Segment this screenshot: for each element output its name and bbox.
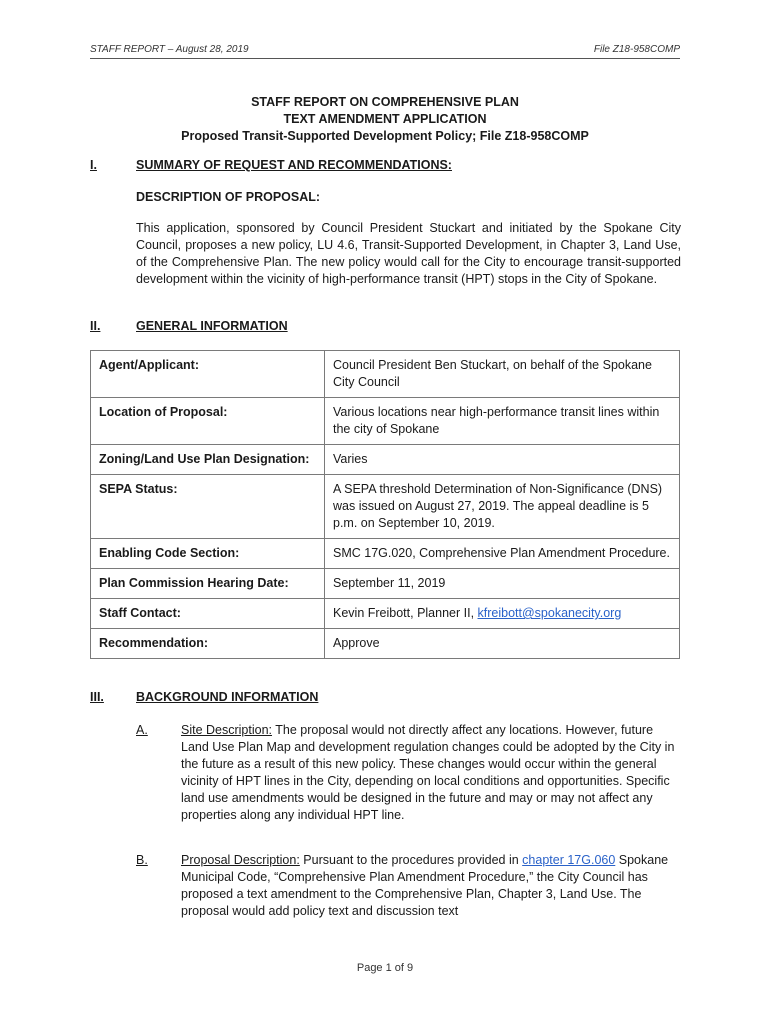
row-value: September 11, 2019 [325,569,680,599]
section-label: SUMMARY OF REQUEST AND RECOMMENDATIONS: [136,158,452,172]
row-key: Plan Commission Hearing Date: [91,569,325,599]
row-key: Staff Contact: [91,599,325,629]
title-line-1: STAFF REPORT ON COMPREHENSIVE PLAN [251,95,519,109]
item-text-after-link: Spokane Municipal Code, “Comprehensive Plan Amendment Procedure,” the City Council has proposed a text amendment to the Comprehensive Plan, Chapter 3, Land Use. The proposal would add policy text and discussion text [181,853,669,918]
staff-email-link[interactable]: kfreibott@spokanecity.org [477,606,622,620]
section-label: BACKGROUND INFORMATION [136,690,319,704]
description-subheading: DESCRIPTION OF PROPOSAL: [136,190,321,204]
table-row [91,539,680,569]
row-key: Enabling Code Section: [91,539,325,569]
item-body [181,852,681,920]
row-key: SEPA Status: [91,475,325,539]
table-row [91,629,680,659]
item-letter: A. [136,723,148,737]
table-row [91,398,680,445]
item-text-before-link: Pursuant to the procedures provided in [299,853,523,867]
row-value: A SEPA threshold Determination of Non-Significance (DNS) was issued on August 27, 2019. The appeal deadline is 5 p.m. on September 10, 2019. [325,475,680,539]
item-title: Proposal Description: [181,853,300,867]
row-value: SMC 17G.020, Comprehensive Plan Amendment Procedure. [325,539,680,569]
row-key: Location of Proposal: [91,398,325,445]
description-paragraph: This application, sponsored by Council President Stuckart and initiated by the Spokane City Council, proposes a new policy, LU 4.6, Transit-Supported Development, in Chapter 3, Land Use, of the Comprehensive Plan. The new policy would call for the City to encourage transit-supported development within the vicinity of high-performance transit (HPT) stops in the City of Spokane. [136,221,681,286]
section-number: III. [90,690,104,704]
row-value: Approve [325,629,680,659]
page-number: Page 1 of 9 [356,962,414,974]
item-title: Site Description: [181,723,273,737]
header-right: File Z18-958COMP [593,44,680,55]
staff-contact-text: Kevin Freibott, Planner II, [333,606,478,620]
item-text: The proposal would not directly affect any locations. However, future Land Use Plan Map and development regulation changes could be adopted by the City in the future as a result of this new policy. These changes would occur within the general vicinity of HPT lines in the City, depending on local conditions and opportunities. Specific land use amendments would be designed in the future and may or may not affect any properties along any individual HPT line. [181,723,675,822]
table-row [91,475,680,539]
item-letter: B. [136,853,148,867]
item-body [181,722,681,824]
table-row [91,445,680,475]
table-row [91,599,680,629]
header-left: STAFF REPORT – August 28, 2019 [90,44,249,55]
section-number: II. [90,319,101,333]
table-row [91,569,680,599]
title-line-2: TEXT AMENDMENT APPLICATION [283,112,487,126]
chapter-link[interactable]: chapter 17G.060 [522,853,616,867]
row-key: Recommendation: [91,629,325,659]
running-header [90,44,680,59]
row-value [325,599,680,629]
general-info-table [90,350,680,659]
row-value: Various locations near high-performance transit lines within the city of Spokane [325,398,680,445]
row-value: Varies [325,445,680,475]
section-label: GENERAL INFORMATION [136,319,288,333]
document-title [90,94,680,145]
section-number: I. [90,158,97,172]
row-value: Council President Ben Stuckart, on behalf of the Spokane City Council [325,351,680,398]
table-row [91,351,680,398]
row-key: Agent/Applicant: [91,351,325,398]
title-line-3: Proposed Transit-Supported Development Policy; File Z18-958COMP [181,129,589,143]
row-key: Zoning/Land Use Plan Designation: [91,445,325,475]
